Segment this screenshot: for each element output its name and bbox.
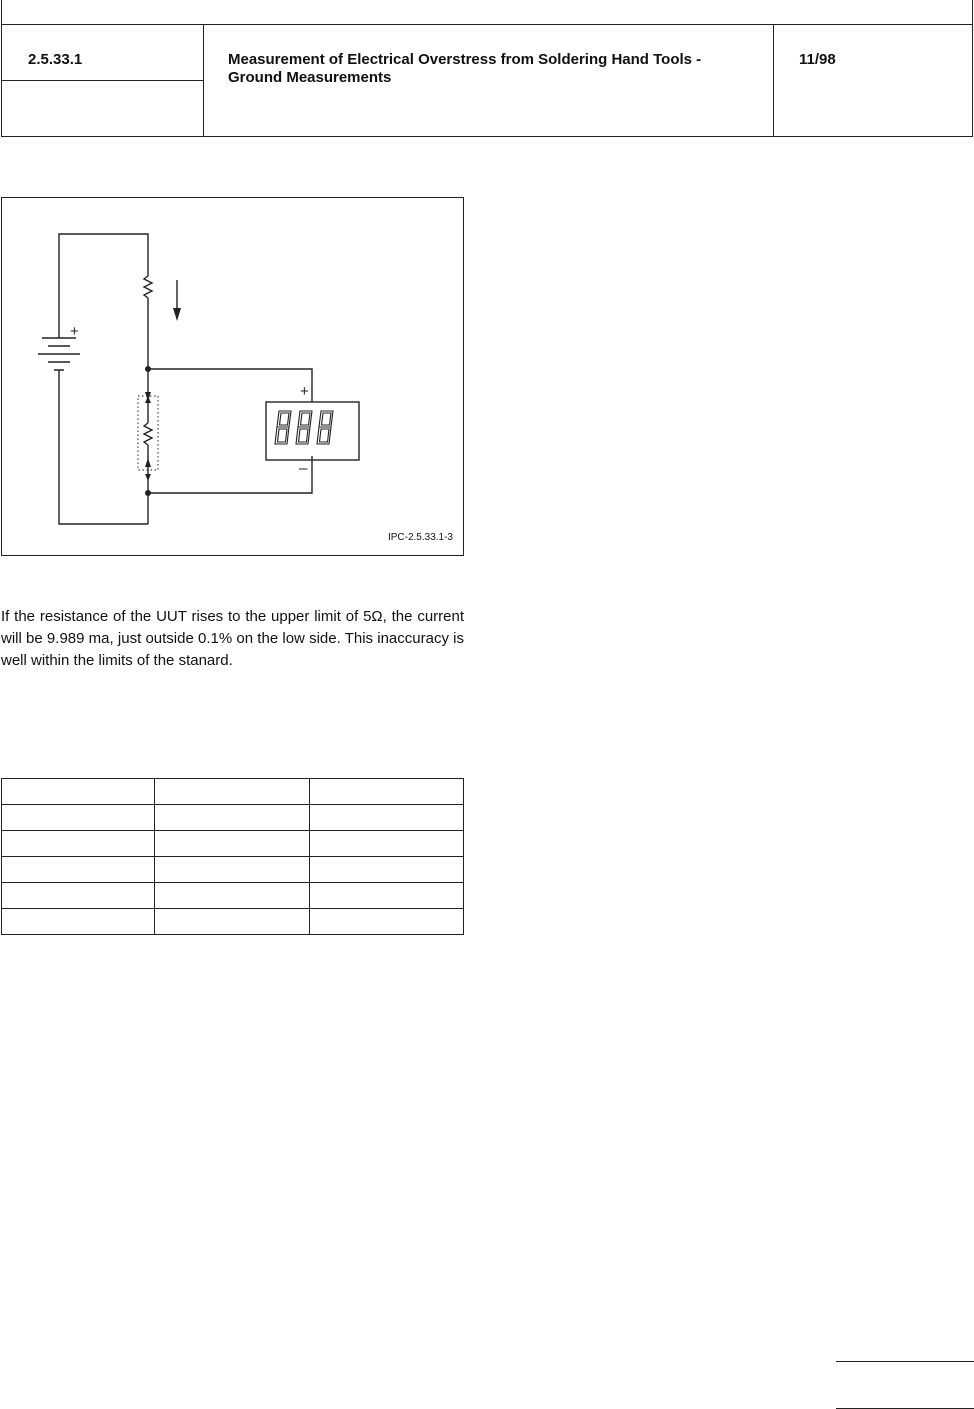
series-resistor-icon: [144, 276, 152, 298]
table-row: [2, 883, 464, 909]
table-cell: [154, 909, 310, 935]
revision-date: 11/98: [799, 51, 836, 68]
meter-plus-label: +: [300, 383, 309, 400]
header-divider: [773, 24, 774, 137]
header-divider: [2, 24, 972, 25]
battery-icon: [38, 338, 80, 370]
table-cell: [310, 779, 464, 805]
meter-digits: [275, 411, 333, 444]
document-header: [1, 0, 973, 137]
table-cell: [310, 883, 464, 909]
circuit-figure: [1, 197, 464, 556]
empty-table: [1, 778, 464, 935]
header-divider: [2, 80, 203, 81]
battery-plus-label: +: [70, 323, 79, 340]
table-cell: [310, 805, 464, 831]
table-cell: [154, 883, 310, 909]
table-row: [2, 805, 464, 831]
table-cell: [154, 805, 310, 831]
junction-dot: [145, 490, 151, 496]
probe-arrow-icon: [145, 396, 151, 403]
table-row: [2, 909, 464, 935]
document-title: Measurement of Electrical Overstress from Soldering Hand Tools - Ground Measurements: [228, 51, 702, 86]
probe-arrow-icon: [145, 474, 151, 481]
meter-minus-label: –: [299, 460, 308, 477]
table-cell: [310, 831, 464, 857]
table-cell: [2, 779, 155, 805]
body-paragraph: If the resistance of the UUT rises to the upper limit of 5Ω, the current will be 9.989 ma, just outside 0.1% on the low side. This inaccuracy is well within the limits of the stanard.: [1, 608, 464, 669]
table-cell: [154, 779, 310, 805]
table-cell: [310, 857, 464, 883]
probe-arrow-icon: [145, 458, 151, 467]
table-cell: [2, 857, 155, 883]
circuit-diagram: [2, 198, 465, 557]
junction-dot: [145, 366, 151, 372]
current-arrowhead-icon: [173, 308, 181, 321]
table-cell: [2, 831, 155, 857]
section-number: 2.5.33.1: [28, 51, 83, 68]
wire-meter-top: [148, 369, 312, 402]
table-row: [2, 831, 464, 857]
wire-left-lower: [59, 370, 148, 524]
header-divider: [203, 24, 204, 137]
table-cell: [2, 805, 155, 831]
table-body: [2, 779, 464, 935]
table-row: [2, 779, 464, 805]
table-cell: [154, 831, 310, 857]
table-cell: [310, 909, 464, 935]
table-cell: [154, 857, 310, 883]
footer-rule: [836, 1361, 974, 1362]
table-row: [2, 857, 464, 883]
uut-resistor-icon: [144, 423, 152, 445]
wire-meter-bottom: [148, 456, 312, 493]
figure-id: IPC-2.5.33.1-3: [387, 532, 453, 543]
table-cell: [2, 883, 155, 909]
table-cell: [2, 909, 155, 935]
